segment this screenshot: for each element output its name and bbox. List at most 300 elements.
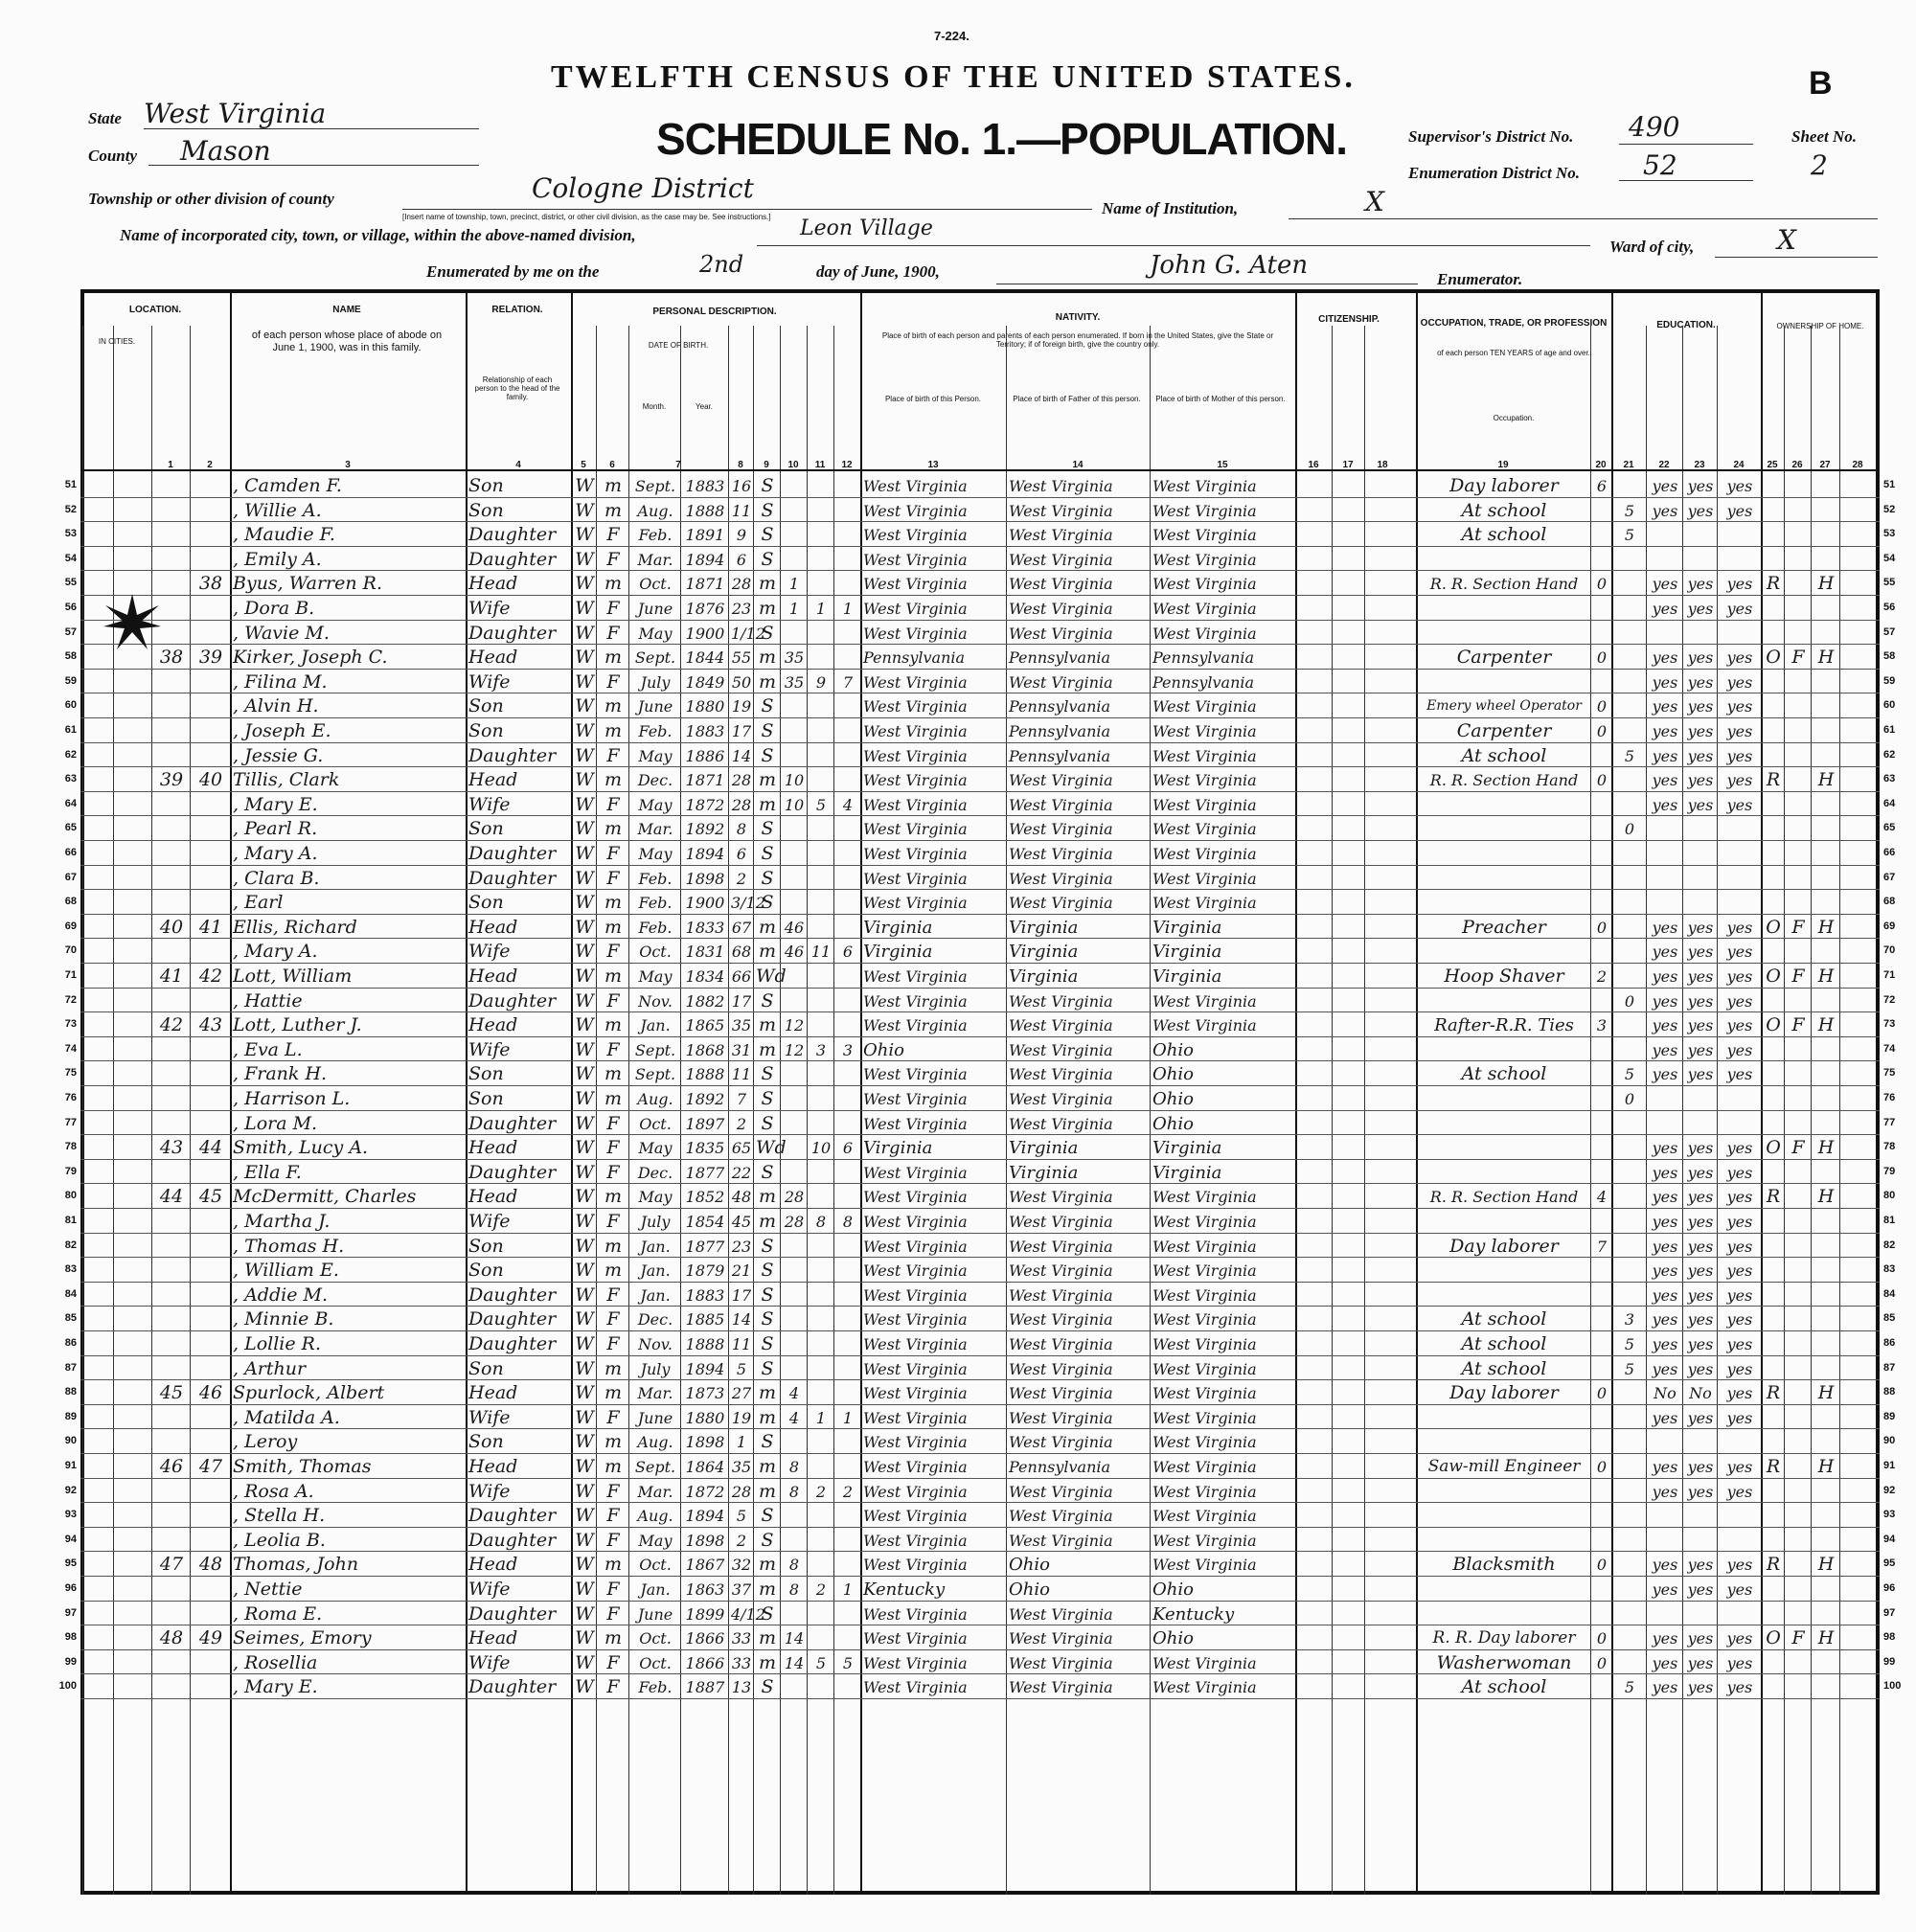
cell-race: W <box>575 941 594 963</box>
cell-sex: m <box>604 1260 623 1282</box>
year-header: Year. <box>696 402 713 411</box>
cell-month: Dec. <box>637 1163 673 1182</box>
line-number-right: 78 <box>1883 1141 1896 1153</box>
cell-occupation: Rafter-R.R. Ties <box>1434 1015 1574 1036</box>
cell-name: Tillis, Clark <box>233 769 340 791</box>
cell-age: 68 <box>731 943 752 962</box>
cell-age: 5 <box>736 1359 747 1378</box>
cell-english: yes <box>1726 1065 1753 1084</box>
cell-race: W <box>575 966 594 987</box>
cell-english: yes <box>1726 1016 1753 1035</box>
cell-race: W <box>575 1063 594 1085</box>
cell-marital: m <box>758 1456 777 1477</box>
cell-relation: Head <box>468 966 518 987</box>
cell-english: yes <box>1726 1653 1753 1672</box>
cell-year: 1883 <box>685 722 725 740</box>
cell-relation: Daughter <box>468 744 557 766</box>
cell-birth-mother: West Virginia <box>1152 1653 1257 1672</box>
cell-month: Jan. <box>640 1580 671 1599</box>
cell-yrs-married: 8 <box>788 1556 800 1575</box>
cell-sex: F <box>606 671 620 693</box>
cell-race: W <box>575 475 594 496</box>
column-divider <box>1611 289 1613 1895</box>
cell-race: W <box>575 1480 594 1502</box>
cell-relation: Son <box>468 1088 504 1109</box>
cell-yrs-married: 8 <box>788 1458 800 1476</box>
column-divider <box>860 289 862 1895</box>
cell-age: 11 <box>731 1065 752 1084</box>
cell-race: W <box>575 1112 594 1134</box>
cell-read: yes <box>1652 1213 1678 1231</box>
cell-family: 42 <box>198 966 223 987</box>
cell-birth-mother: West Virginia <box>1152 1482 1257 1501</box>
cell-relation: Wife <box>468 1211 511 1232</box>
column-number: 4 <box>515 460 521 470</box>
cell-mortgage: F <box>1791 916 1805 938</box>
cell-year: 1888 <box>685 1335 725 1353</box>
cell-birth-person: West Virginia <box>863 820 968 839</box>
cell-age: 28 <box>731 771 752 790</box>
cell-marital: S <box>761 720 774 741</box>
cell-month: Aug. <box>637 1507 673 1526</box>
cell-month: June <box>637 1604 673 1624</box>
cell-write: yes <box>1687 991 1714 1011</box>
cell-write: yes <box>1687 1580 1714 1599</box>
cell-year: 1880 <box>685 697 725 716</box>
line-number-right: 87 <box>1883 1361 1896 1374</box>
cell-month: July <box>640 672 671 692</box>
cell-age: 6 <box>736 550 747 569</box>
cell-marital: Wd <box>756 966 787 987</box>
cell-sex: F <box>606 1480 620 1502</box>
cell-birth-mother: West Virginia <box>1152 526 1257 545</box>
cell-occupation: Emery wheel Operator <box>1426 698 1582 715</box>
cell-birth-mother: West Virginia <box>1152 1458 1257 1476</box>
cell-children-born: 11 <box>810 943 832 962</box>
line-number: 53 <box>64 528 77 540</box>
cell-yrs-married: 8 <box>788 1482 800 1501</box>
line-number: 64 <box>64 797 77 809</box>
cell-age: 14 <box>731 1310 752 1330</box>
cell-birth-mother: Virginia <box>1152 1162 1222 1183</box>
column-number: 12 <box>841 460 853 470</box>
cell-year: 1865 <box>685 1016 725 1035</box>
line-number: 67 <box>64 871 77 883</box>
cell-name: , William E. <box>233 1260 339 1282</box>
cell-birth-father: West Virginia <box>1009 771 1113 790</box>
cell-write: yes <box>1687 746 1714 765</box>
column-number: 3 <box>345 460 351 470</box>
cell-name: , Alvin H. <box>233 695 319 717</box>
column-divider <box>1295 289 1297 1895</box>
cell-birth-person: West Virginia <box>863 1359 968 1378</box>
cell-english: yes <box>1726 918 1753 937</box>
cell-english: yes <box>1726 1285 1753 1305</box>
cell-month: May <box>638 624 673 643</box>
township-value: Cologne District <box>532 172 754 204</box>
line-number: 89 <box>64 1410 77 1422</box>
sheet-value: 2 <box>1811 149 1828 181</box>
cell-year: 1900 <box>685 624 725 643</box>
cell-year: 1888 <box>685 1065 725 1084</box>
cell-sex: F <box>606 524 620 546</box>
county-underline <box>148 165 479 166</box>
cell-children-living: 8 <box>842 1213 854 1231</box>
cell-write: yes <box>1687 697 1714 716</box>
line-number-right: 65 <box>1883 822 1896 834</box>
cell-english: yes <box>1726 1139 1753 1158</box>
cell-month: May <box>638 1531 673 1550</box>
line-number-right: 64 <box>1883 797 1896 809</box>
line-number-right: 83 <box>1883 1263 1896 1276</box>
cell-relation: Head <box>468 573 518 595</box>
cell-yrs-married: 8 <box>788 1580 800 1599</box>
cell-marital: S <box>761 892 774 914</box>
cell-school: 5 <box>1624 746 1635 765</box>
cell-occupation: At school <box>1461 524 1547 546</box>
cell-yrs-married: 35 <box>784 672 805 692</box>
cell-age: 13 <box>731 1678 752 1697</box>
cell-name: , Willie A. <box>233 499 322 521</box>
cell-name: , Addie M. <box>233 1284 328 1306</box>
cell-month: Aug. <box>637 1090 673 1108</box>
cell-sex: F <box>606 1308 620 1330</box>
cell-birth-person: West Virginia <box>863 1261 968 1281</box>
cell-sex: m <box>604 1235 623 1257</box>
line-number: 87 <box>64 1361 77 1374</box>
column-divider <box>1761 289 1763 1895</box>
cell-months-unemployed: 0 <box>1596 722 1608 740</box>
cell-write: yes <box>1687 967 1714 986</box>
cell-name: , Roma E. <box>233 1602 323 1625</box>
cell-birth-person: Kentucky <box>863 1580 946 1600</box>
cell-birth-father: Virginia <box>1009 942 1079 963</box>
cell-marital: m <box>758 1406 777 1428</box>
cell-write: yes <box>1687 1016 1714 1035</box>
cell-birth-father: West Virginia <box>1009 869 1113 888</box>
line-number-right: 59 <box>1883 674 1896 687</box>
cell-race: W <box>575 867 594 889</box>
cell-race: W <box>575 1529 594 1551</box>
cell-own: R <box>1766 1382 1781 1404</box>
cell-family: 46 <box>198 1382 223 1404</box>
cell-birth-father: West Virginia <box>1009 600 1113 618</box>
cell-age: 27 <box>731 1384 752 1403</box>
cell-race: W <box>575 1579 594 1600</box>
line-number: 52 <box>64 503 77 515</box>
line-number-right: 55 <box>1883 577 1896 589</box>
cell-sex: m <box>604 966 623 987</box>
line-number: 82 <box>64 1239 77 1251</box>
cell-relation: Daughter <box>468 843 557 864</box>
cell-sex: m <box>604 573 623 595</box>
line-number: 100 <box>58 1680 77 1693</box>
cell-age: 28 <box>731 1482 752 1501</box>
column-number: 7 <box>675 460 681 470</box>
cell-name: , Filina M. <box>233 671 328 693</box>
cell-read: yes <box>1652 1482 1678 1501</box>
cell-birth-father: West Virginia <box>1009 1507 1113 1526</box>
cell-age: 45 <box>731 1213 752 1231</box>
birth-person-header: Place of birth of this Person. <box>884 395 982 403</box>
citizenship-header: CITIZENSHIP. <box>1318 314 1380 325</box>
cell-name: Seimes, Emory <box>233 1627 372 1649</box>
cell-occupation: Hoop Shaver <box>1444 966 1564 987</box>
cell-relation: Head <box>468 1014 518 1036</box>
cell-birth-father: West Virginia <box>1009 1237 1113 1256</box>
cell-sex: m <box>604 1554 623 1576</box>
cell-name: , Lollie R. <box>233 1333 321 1354</box>
cell-month: May <box>638 967 673 986</box>
cell-marital: Wd <box>756 1137 787 1159</box>
cell-sex: F <box>606 1505 620 1527</box>
cell-year: 1894 <box>685 1507 725 1526</box>
cell-children-born: 1 <box>815 600 827 618</box>
cell-birth-father: West Virginia <box>1009 1114 1113 1133</box>
line-number-right: 75 <box>1883 1067 1896 1080</box>
line-number: 51 <box>64 479 77 490</box>
cell-occupation: R. R. Section Hand <box>1429 575 1579 594</box>
cell-relation: Son <box>468 818 504 840</box>
cell-birth-mother: West Virginia <box>1152 991 1257 1011</box>
line-number: 95 <box>64 1557 77 1570</box>
cell-month: Jan. <box>640 1261 671 1281</box>
cell-children-born: 2 <box>815 1580 827 1599</box>
cell-occupation: Saw-mill Engineer <box>1427 1457 1581 1476</box>
cell-birth-father: West Virginia <box>1009 1384 1113 1403</box>
cell-read: yes <box>1652 1016 1678 1035</box>
sheet-label: Sheet No. <box>1791 127 1857 146</box>
cell-write: yes <box>1687 1188 1714 1207</box>
cell-write: yes <box>1687 1335 1714 1353</box>
cell-name: , Mary A. <box>233 843 318 864</box>
cell-family: 40 <box>198 769 223 791</box>
line-number-right: 63 <box>1883 773 1896 785</box>
cell-english: yes <box>1726 477 1753 495</box>
star-mark-icon <box>103 594 161 651</box>
cell-read: yes <box>1652 1040 1678 1059</box>
cell-school: 5 <box>1624 1678 1635 1697</box>
cell-write: yes <box>1687 1310 1714 1330</box>
cell-name: , Frank H. <box>233 1063 328 1085</box>
cell-months-unemployed: 0 <box>1596 648 1608 668</box>
cell-birth-father: West Virginia <box>1009 1359 1113 1378</box>
column-number: 13 <box>927 460 939 470</box>
cell-year: 1849 <box>685 672 725 692</box>
cell-month: Feb. <box>638 869 673 888</box>
cell-birth-mother: Virginia <box>1152 966 1222 987</box>
cell-name: , Wavie M. <box>233 622 330 644</box>
ownership-header: OWNERSHIP OF HOME. <box>1776 322 1864 330</box>
cell-age: 5 <box>736 1507 747 1526</box>
cell-birth-person: West Virginia <box>863 1556 968 1575</box>
cell-sex: m <box>604 647 623 669</box>
cell-write: yes <box>1687 1040 1714 1059</box>
column-number: 27 <box>1819 460 1831 470</box>
cell-english: yes <box>1726 600 1753 618</box>
cell-name: , Leroy <box>233 1431 298 1453</box>
column-number: 10 <box>787 460 799 470</box>
line-number-right: 95 <box>1883 1557 1896 1570</box>
cell-yrs-married: 10 <box>784 795 805 814</box>
line-number: 75 <box>64 1067 77 1080</box>
cell-family: 43 <box>198 1014 223 1036</box>
cell-marital: m <box>758 1038 777 1060</box>
cell-sex: m <box>604 1014 623 1036</box>
cell-sex: m <box>604 475 623 496</box>
cell-marital: S <box>761 1676 774 1698</box>
cell-sex: F <box>606 1137 620 1159</box>
supervisor-label: Supervisor's District No. <box>1408 127 1574 146</box>
cell-birth-mother: Ohio <box>1152 1089 1194 1109</box>
cell-dwelling: 39 <box>159 769 184 791</box>
cell-race: W <box>575 647 594 669</box>
education-header: EDUCATION. <box>1656 320 1716 330</box>
cell-months-unemployed: 2 <box>1596 967 1608 986</box>
cell-sex: m <box>604 1431 623 1453</box>
line-number-right: 52 <box>1883 503 1896 515</box>
cell-month: Oct. <box>639 1653 672 1672</box>
cell-name: Thomas, John <box>233 1554 359 1576</box>
birth-mother-header: Place of birth of Mother of this person. <box>1155 395 1286 403</box>
cell-sex: F <box>606 1406 620 1428</box>
cell-marital: S <box>761 622 774 644</box>
cell-children-born: 5 <box>815 795 827 814</box>
cell-marital: m <box>758 1186 777 1208</box>
cell-birth-person: West Virginia <box>863 624 968 643</box>
cell-marital: S <box>761 818 774 840</box>
cell-age: 17 <box>731 1285 752 1305</box>
cell-race: W <box>575 573 594 595</box>
cell-birth-mother: Ohio <box>1152 1113 1194 1134</box>
line-number-right: 79 <box>1883 1165 1896 1177</box>
cell-write: yes <box>1687 600 1714 618</box>
cell-birth-person: West Virginia <box>863 1213 968 1231</box>
column-number: 8 <box>738 460 743 470</box>
cell-birth-father: West Virginia <box>1009 820 1113 839</box>
cell-yrs-married: 4 <box>788 1384 800 1403</box>
cell-family: 45 <box>198 1186 223 1208</box>
cell-english: yes <box>1726 795 1753 814</box>
cell-birth-mother: West Virginia <box>1152 795 1257 814</box>
cell-month: May <box>638 746 673 765</box>
cell-occupation: R. R. Day laborer <box>1432 1628 1576 1648</box>
cell-marital: m <box>758 573 777 595</box>
cell-read: yes <box>1652 648 1678 668</box>
nativity-desc: Place of birth of each person and parents of each person enumerated. If born in the United States, give the State or Territory; if of foreign birth, give the country only. <box>881 331 1274 349</box>
cell-race: W <box>575 548 594 570</box>
cell-race: W <box>575 1137 594 1159</box>
cell-write: yes <box>1687 1139 1714 1158</box>
cell-race: W <box>575 1602 594 1625</box>
cell-farm-house: H <box>1817 1456 1835 1477</box>
form-number: 7-224. <box>934 29 969 43</box>
cell-race: W <box>575 818 594 840</box>
cell-mortgage: F <box>1791 1627 1805 1649</box>
cell-birth-person: West Virginia <box>863 1384 968 1403</box>
cell-birth-mother: West Virginia <box>1152 1359 1257 1378</box>
cell-birth-person: West Virginia <box>863 1458 968 1476</box>
cell-relation: Wife <box>468 1480 511 1502</box>
cell-sex: F <box>606 1211 620 1232</box>
cell-birth-person: West Virginia <box>863 795 968 814</box>
cell-name: Smith, Lucy A. <box>233 1137 369 1159</box>
cell-birth-person: West Virginia <box>863 991 968 1011</box>
cell-marital: m <box>758 916 777 938</box>
cell-birth-mother: Kentucky <box>1152 1603 1235 1625</box>
cell-birth-mother: West Virginia <box>1152 1408 1257 1427</box>
cell-farm-house: H <box>1817 966 1835 987</box>
cell-race: W <box>575 695 594 717</box>
cell-age: 48 <box>731 1188 752 1207</box>
line-number-right: 73 <box>1883 1018 1896 1031</box>
cell-age: 67 <box>731 918 752 937</box>
cell-dwelling: 44 <box>159 1186 184 1208</box>
cell-school: 5 <box>1624 501 1635 520</box>
cell-year: 1891 <box>685 526 725 545</box>
cell-birth-mother: West Virginia <box>1152 550 1257 569</box>
cell-year: 1894 <box>685 1359 725 1378</box>
relation-header: RELATION. <box>491 305 543 315</box>
cell-year: 1880 <box>685 1408 725 1427</box>
cell-year: 1852 <box>685 1188 725 1207</box>
cell-write: yes <box>1687 1556 1714 1575</box>
enumeration-underline <box>1619 180 1753 181</box>
cell-race: W <box>575 1235 594 1257</box>
township-note: [Insert name of township, town, precinct, district, or other civil division, as the case may be. See instructions.] <box>402 213 771 221</box>
cell-read: yes <box>1652 1335 1678 1353</box>
cell-relation: Head <box>468 1627 518 1649</box>
column-number: 25 <box>1767 460 1778 470</box>
cell-name: Ellis, Richard <box>233 916 357 938</box>
cell-age: 7 <box>736 1090 747 1108</box>
cell-birth-father: West Virginia <box>1009 894 1113 913</box>
cell-write: yes <box>1687 1458 1714 1476</box>
cell-month: May <box>638 795 673 814</box>
column-number: 23 <box>1694 460 1705 470</box>
cell-birth-person: West Virginia <box>863 477 968 495</box>
cell-month: June <box>637 697 673 716</box>
cell-dwelling: 42 <box>159 1014 184 1036</box>
cell-age: 33 <box>731 1629 752 1648</box>
line-number: 97 <box>64 1606 77 1619</box>
cell-read: yes <box>1652 918 1678 937</box>
cell-write: yes <box>1687 943 1714 962</box>
cell-month: May <box>638 1188 673 1207</box>
cell-age: 32 <box>731 1556 752 1575</box>
cell-mortgage: F <box>1791 647 1805 669</box>
cell-read: yes <box>1652 1237 1678 1256</box>
line-number-right: 82 <box>1883 1239 1896 1251</box>
cell-birth-mother: Virginia <box>1152 1138 1222 1159</box>
cell-school: 0 <box>1624 991 1635 1011</box>
cell-birth-mother: Virginia <box>1152 917 1222 938</box>
cell-month: Aug. <box>637 501 673 520</box>
cell-read: yes <box>1652 1163 1678 1182</box>
cell-age: 19 <box>731 697 752 716</box>
cell-read: yes <box>1652 697 1678 716</box>
cell-children-born: 1 <box>815 1408 827 1427</box>
cell-relation: Son <box>468 1235 504 1257</box>
cell-birth-father: West Virginia <box>1009 1040 1113 1059</box>
cell-month: Dec. <box>637 771 673 790</box>
cell-birth-mother: West Virginia <box>1152 894 1257 913</box>
cell-name: , Stella H. <box>233 1505 326 1527</box>
cell-year: 1831 <box>685 943 725 962</box>
enumeration-value: 52 <box>1643 149 1677 181</box>
cell-race: W <box>575 892 594 914</box>
cell-age: 35 <box>731 1458 752 1476</box>
